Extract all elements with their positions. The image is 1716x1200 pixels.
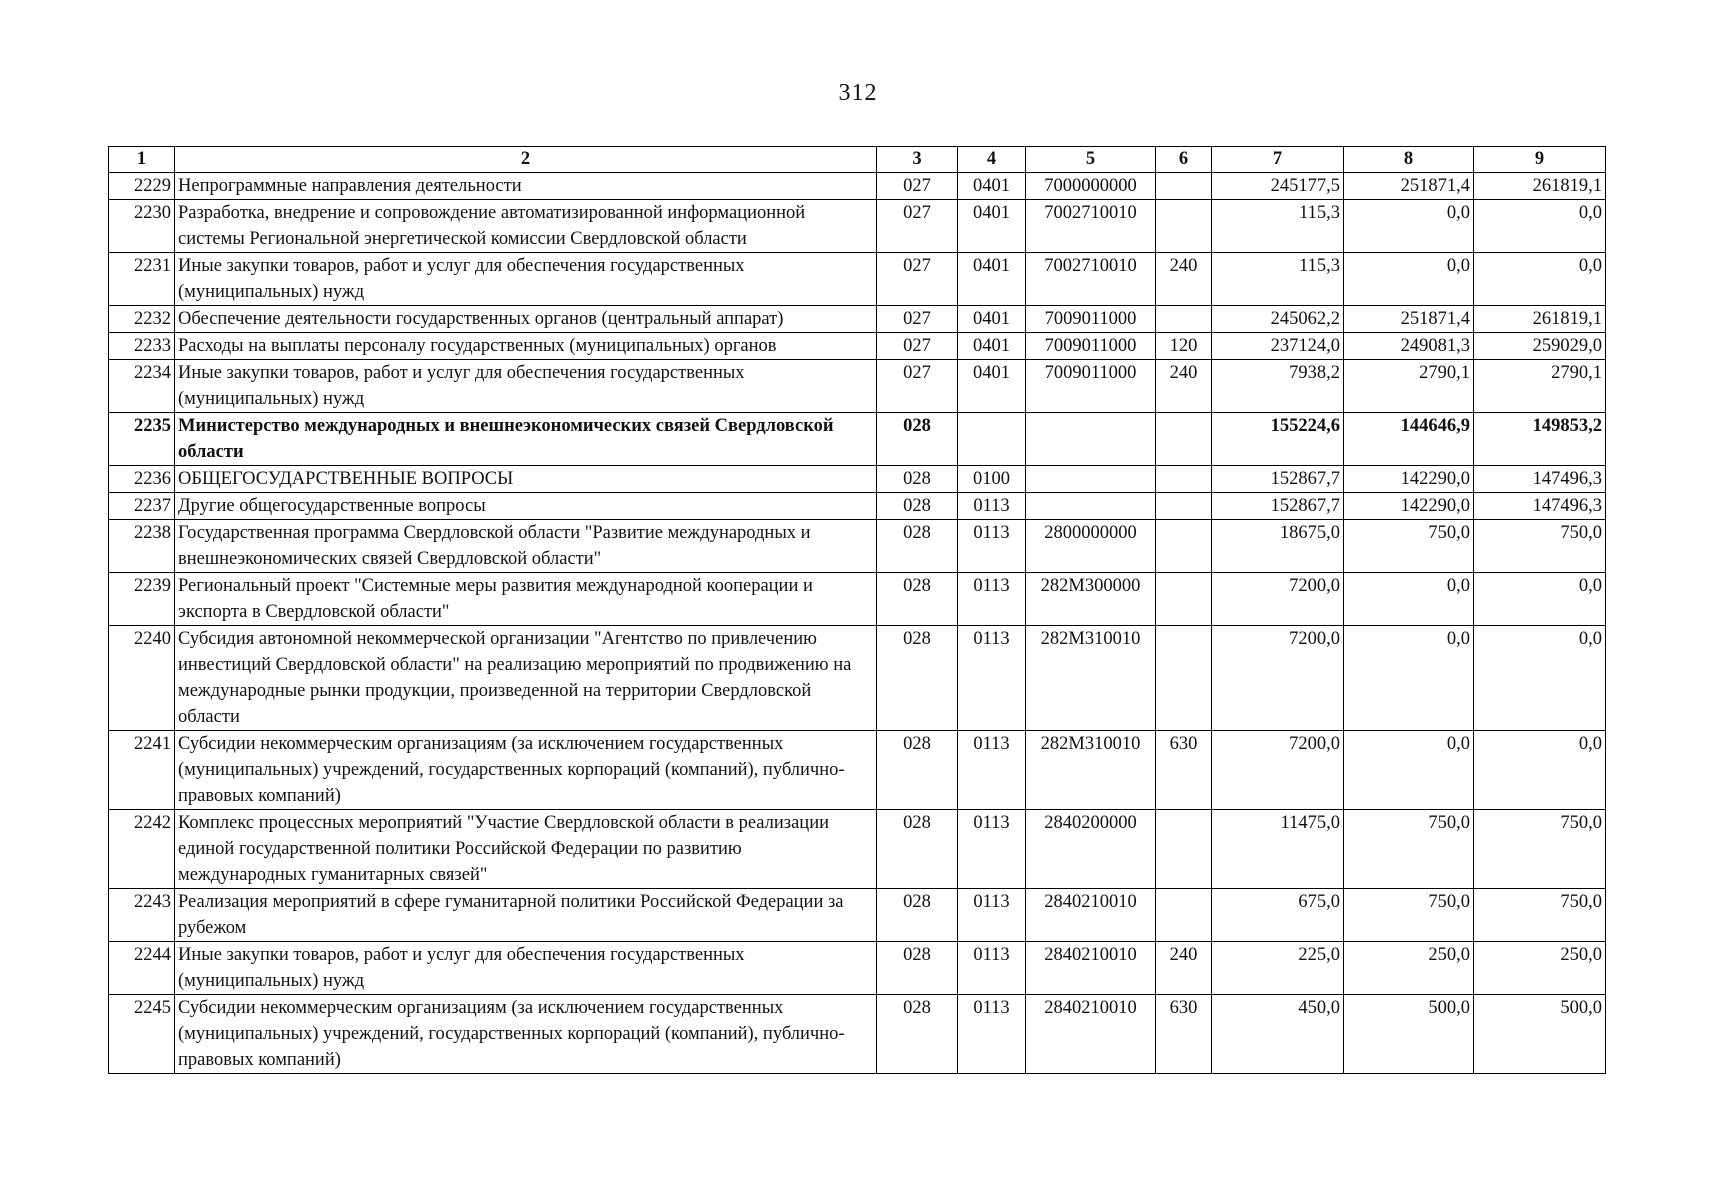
- amount-year1-cell: 245062,2: [1212, 306, 1344, 333]
- amount-year2-cell: 750,0: [1344, 520, 1474, 573]
- amount-year2-cell: 750,0: [1344, 810, 1474, 889]
- amount-year2-cell: 0,0: [1344, 253, 1474, 306]
- table-row: [109, 810, 1606, 889]
- item-name-cell: Региональный проект "Системные меры развития международной кооперации и экспорта в Свердловской области": [175, 573, 877, 626]
- amount-year1-cell: 245177,5: [1212, 173, 1344, 200]
- amount-year3-cell: 261819,1: [1474, 173, 1606, 200]
- expense-type-cell: [1156, 573, 1212, 626]
- table-row: [109, 173, 1606, 200]
- amount-year2-cell: 249081,3: [1344, 333, 1474, 360]
- target-article-cell: 2840210010: [1026, 995, 1156, 1074]
- expense-type-cell: 630: [1156, 995, 1212, 1074]
- row-number-cell: 2240: [109, 626, 175, 731]
- amount-year2-cell: 250,0: [1344, 942, 1474, 995]
- amount-year1-cell: 7200,0: [1212, 731, 1344, 810]
- table-row: [109, 253, 1606, 306]
- row-number-cell: 2234: [109, 360, 175, 413]
- amount-year2-cell: 251871,4: [1344, 306, 1474, 333]
- expense-type-cell: 240: [1156, 360, 1212, 413]
- section-code-cell: 0113: [958, 889, 1026, 942]
- amount-year3-cell: 750,0: [1474, 520, 1606, 573]
- section-code-cell: 0113: [958, 626, 1026, 731]
- item-name-cell: Обеспечение деятельности государственных органов (центральный аппарат): [175, 306, 877, 333]
- amount-year3-cell: 0,0: [1474, 731, 1606, 810]
- expense-type-cell: 630: [1156, 731, 1212, 810]
- amount-year3-cell: 0,0: [1474, 200, 1606, 253]
- target-article-cell: 2840200000: [1026, 810, 1156, 889]
- item-name-cell: Субсидии некоммерческим организациям (за исключением государственных (муниципальных) учреждений, государственных корпораций (компаний), публично-правовых компаний): [175, 731, 877, 810]
- amount-year3-cell: 259029,0: [1474, 333, 1606, 360]
- table-row: [109, 493, 1606, 520]
- amount-year3-cell: 261819,1: [1474, 306, 1606, 333]
- target-article-cell: 2840210010: [1026, 889, 1156, 942]
- section-code-cell: 0113: [958, 520, 1026, 573]
- amount-year3-cell: 147496,3: [1474, 466, 1606, 493]
- amount-year2-cell: 0,0: [1344, 573, 1474, 626]
- section-code-cell: 0113: [958, 942, 1026, 995]
- ministry-code-cell: 028: [877, 413, 958, 466]
- item-name-cell: Другие общегосударственные вопросы: [175, 493, 877, 520]
- ministry-code-cell: 027: [877, 333, 958, 360]
- table-row: [109, 731, 1606, 810]
- target-article-cell: [1026, 493, 1156, 520]
- amount-year3-cell: 250,0: [1474, 942, 1606, 995]
- table-row: [109, 200, 1606, 253]
- table-header-row: [109, 147, 1606, 173]
- section-code-cell: 0401: [958, 333, 1026, 360]
- target-article-cell: 7009011000: [1026, 333, 1156, 360]
- expense-type-cell: [1156, 626, 1212, 731]
- ministry-code-cell: 027: [877, 200, 958, 253]
- table-row: [109, 466, 1606, 493]
- item-name-cell: Расходы на выплаты персоналу государственных (муниципальных) органов: [175, 333, 877, 360]
- expense-type-cell: [1156, 889, 1212, 942]
- ministry-code-cell: 028: [877, 731, 958, 810]
- item-name-cell: Непрограммные направления деятельности: [175, 173, 877, 200]
- table-row: [109, 626, 1606, 731]
- ministry-code-cell: 027: [877, 253, 958, 306]
- expense-type-cell: [1156, 810, 1212, 889]
- item-name-cell: ОБЩЕГОСУДАРСТВЕННЫЕ ВОПРОСЫ: [175, 466, 877, 493]
- table-row: [109, 333, 1606, 360]
- expense-type-cell: [1156, 173, 1212, 200]
- amount-year3-cell: 500,0: [1474, 995, 1606, 1074]
- item-name-cell: Комплекс процессных мероприятий "Участие Свердловской области в реализации единой государственной политики Российской Федерации по развитию международных гуманитарных связей": [175, 810, 877, 889]
- item-name-cell: Иные закупки товаров, работ и услуг для обеспечения государственных (муниципальных) нужд: [175, 253, 877, 306]
- column-header: 9: [1474, 147, 1606, 173]
- row-number-cell: 2244: [109, 942, 175, 995]
- section-code-cell: 0401: [958, 253, 1026, 306]
- row-number-cell: 2238: [109, 520, 175, 573]
- section-code-cell: 0401: [958, 173, 1026, 200]
- column-header: 1: [109, 147, 175, 173]
- amount-year3-cell: 147496,3: [1474, 493, 1606, 520]
- expense-type-cell: [1156, 520, 1212, 573]
- table-row: [109, 360, 1606, 413]
- target-article-cell: 282M310010: [1026, 626, 1156, 731]
- ministry-code-cell: 027: [877, 306, 958, 333]
- target-article-cell: 282M310010: [1026, 731, 1156, 810]
- column-header: 3: [877, 147, 958, 173]
- table-row: [109, 995, 1606, 1074]
- ministry-code-cell: 028: [877, 942, 958, 995]
- section-code-cell: [958, 413, 1026, 466]
- section-code-cell: 0113: [958, 731, 1026, 810]
- row-number-cell: 2236: [109, 466, 175, 493]
- column-header: 6: [1156, 147, 1212, 173]
- target-article-cell: 7000000000: [1026, 173, 1156, 200]
- amount-year1-cell: 7938,2: [1212, 360, 1344, 413]
- column-header: 5: [1026, 147, 1156, 173]
- ministry-code-cell: 028: [877, 520, 958, 573]
- table-row: [109, 573, 1606, 626]
- ministry-code-cell: 028: [877, 889, 958, 942]
- amount-year1-cell: 675,0: [1212, 889, 1344, 942]
- target-article-cell: [1026, 413, 1156, 466]
- item-name-cell: Государственная программа Свердловской области "Развитие международных и внешнеэкономических связей Свердловской области": [175, 520, 877, 573]
- expense-type-cell: [1156, 200, 1212, 253]
- row-number-cell: 2241: [109, 731, 175, 810]
- amount-year1-cell: 18675,0: [1212, 520, 1344, 573]
- amount-year1-cell: 11475,0: [1212, 810, 1344, 889]
- target-article-cell: 2800000000: [1026, 520, 1156, 573]
- row-number-cell: 2243: [109, 889, 175, 942]
- amount-year3-cell: 149853,2: [1474, 413, 1606, 466]
- expense-type-cell: [1156, 306, 1212, 333]
- row-number-cell: 2235: [109, 413, 175, 466]
- item-name-cell: Иные закупки товаров, работ и услуг для обеспечения государственных (муниципальных) нужд: [175, 360, 877, 413]
- expense-type-cell: 120: [1156, 333, 1212, 360]
- table-row: [109, 942, 1606, 995]
- item-name-cell: Субсидии некоммерческим организациям (за исключением государственных (муниципальных) учреждений, государственных корпораций (компаний), публично-правовых компаний): [175, 995, 877, 1074]
- section-code-cell: 0113: [958, 995, 1026, 1074]
- expense-type-cell: [1156, 466, 1212, 493]
- amount-year2-cell: 750,0: [1344, 889, 1474, 942]
- row-number-cell: 2233: [109, 333, 175, 360]
- row-number-cell: 2230: [109, 200, 175, 253]
- section-code-cell: 0113: [958, 810, 1026, 889]
- column-header: 7: [1212, 147, 1344, 173]
- page-number: 312: [838, 80, 878, 106]
- item-name-cell: Министерство международных и внешнеэкономических связей Свердловской области: [175, 413, 877, 466]
- row-number-cell: 2229: [109, 173, 175, 200]
- amount-year1-cell: 225,0: [1212, 942, 1344, 995]
- table-row: [109, 413, 1606, 466]
- item-name-cell: Иные закупки товаров, работ и услуг для обеспечения государственных (муниципальных) нужд: [175, 942, 877, 995]
- target-article-cell: 7009011000: [1026, 306, 1156, 333]
- target-article-cell: 7009011000: [1026, 360, 1156, 413]
- target-article-cell: 7002710010: [1026, 253, 1156, 306]
- ministry-code-cell: 027: [877, 173, 958, 200]
- amount-year2-cell: 144646,9: [1344, 413, 1474, 466]
- section-code-cell: 0100: [958, 466, 1026, 493]
- amount-year1-cell: 152867,7: [1212, 466, 1344, 493]
- section-code-cell: 0401: [958, 306, 1026, 333]
- amount-year1-cell: 115,3: [1212, 200, 1344, 253]
- amount-year1-cell: 237124,0: [1212, 333, 1344, 360]
- amount-year3-cell: 750,0: [1474, 810, 1606, 889]
- amount-year2-cell: 0,0: [1344, 200, 1474, 253]
- amount-year3-cell: 0,0: [1474, 573, 1606, 626]
- amount-year2-cell: 251871,4: [1344, 173, 1474, 200]
- column-header: 2: [175, 147, 877, 173]
- amount-year2-cell: 0,0: [1344, 731, 1474, 810]
- target-article-cell: 2840210010: [1026, 942, 1156, 995]
- row-number-cell: 2237: [109, 493, 175, 520]
- ministry-code-cell: 027: [877, 360, 958, 413]
- amount-year3-cell: 0,0: [1474, 253, 1606, 306]
- section-code-cell: 0113: [958, 493, 1026, 520]
- section-code-cell: 0113: [958, 573, 1026, 626]
- table-row: [109, 306, 1606, 333]
- row-number-cell: 2242: [109, 810, 175, 889]
- amount-year2-cell: 142290,0: [1344, 466, 1474, 493]
- amount-year1-cell: 7200,0: [1212, 573, 1344, 626]
- amount-year2-cell: 0,0: [1344, 626, 1474, 731]
- amount-year3-cell: 2790,1: [1474, 360, 1606, 413]
- item-name-cell: Разработка, внедрение и сопровождение автоматизированной информационной системы Региональной энергетической комиссии Свердловской области: [175, 200, 877, 253]
- amount-year1-cell: 7200,0: [1212, 626, 1344, 731]
- section-code-cell: 0401: [958, 360, 1026, 413]
- table-row: [109, 520, 1606, 573]
- amount-year2-cell: 2790,1: [1344, 360, 1474, 413]
- expense-type-cell: [1156, 413, 1212, 466]
- table-body: [109, 173, 1606, 1074]
- ministry-code-cell: 028: [877, 626, 958, 731]
- row-number-cell: 2239: [109, 573, 175, 626]
- expense-type-cell: 240: [1156, 942, 1212, 995]
- item-name-cell: Субсидия автономной некоммерческой организации "Агентство по привлечению инвестиций Свердловской области" на реализацию мероприятий по продвижению на международные рынки продукции, произведенной на территории Свердловской области: [175, 626, 877, 731]
- amount-year1-cell: 115,3: [1212, 253, 1344, 306]
- row-number-cell: 2231: [109, 253, 175, 306]
- ministry-code-cell: 028: [877, 810, 958, 889]
- ministry-code-cell: 028: [877, 573, 958, 626]
- amount-year1-cell: 450,0: [1212, 995, 1344, 1074]
- amount-year3-cell: 750,0: [1474, 889, 1606, 942]
- section-code-cell: 0401: [958, 200, 1026, 253]
- amount-year1-cell: 152867,7: [1212, 493, 1344, 520]
- amount-year3-cell: 0,0: [1474, 626, 1606, 731]
- item-name-cell: Реализация мероприятий в сфере гуманитарной политики Российской Федерации за рубежом: [175, 889, 877, 942]
- ministry-code-cell: 028: [877, 493, 958, 520]
- table-row: [109, 889, 1606, 942]
- expense-type-cell: [1156, 493, 1212, 520]
- target-article-cell: 7002710010: [1026, 200, 1156, 253]
- row-number-cell: 2232: [109, 306, 175, 333]
- expense-type-cell: 240: [1156, 253, 1212, 306]
- target-article-cell: [1026, 466, 1156, 493]
- target-article-cell: 282M300000: [1026, 573, 1156, 626]
- column-header: 8: [1344, 147, 1474, 173]
- ministry-code-cell: 028: [877, 995, 958, 1074]
- row-number-cell: 2245: [109, 995, 175, 1074]
- amount-year1-cell: 155224,6: [1212, 413, 1344, 466]
- amount-year2-cell: 500,0: [1344, 995, 1474, 1074]
- amount-year2-cell: 142290,0: [1344, 493, 1474, 520]
- budget-table: [108, 146, 1606, 1074]
- column-header: 4: [958, 147, 1026, 173]
- ministry-code-cell: 028: [877, 466, 958, 493]
